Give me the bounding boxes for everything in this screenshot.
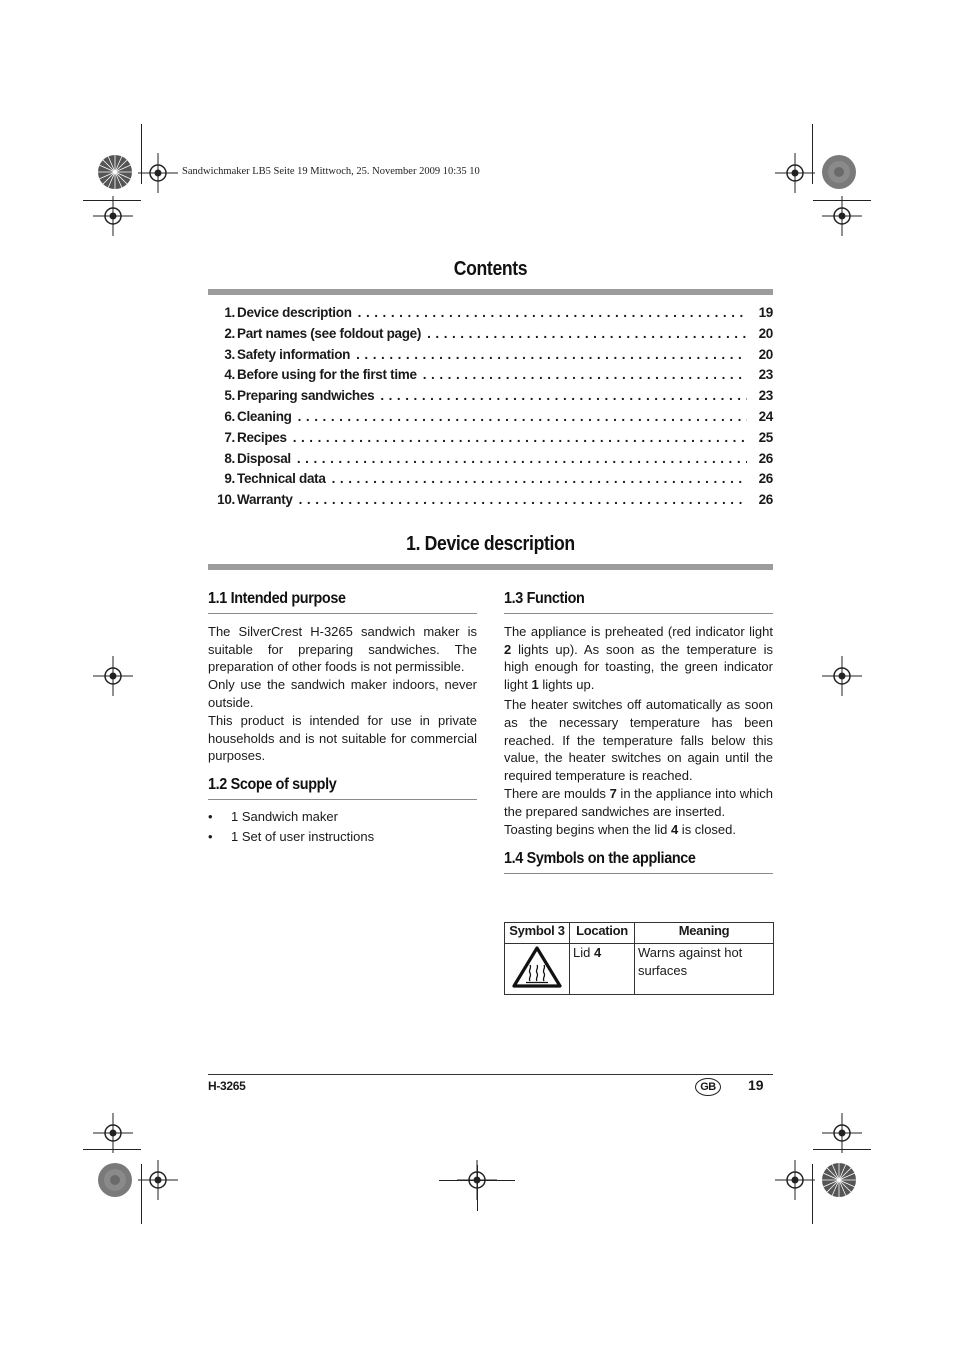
toc-leader xyxy=(332,471,747,486)
registration-mark-icon xyxy=(775,1160,815,1200)
toc-page: 23 xyxy=(758,388,773,404)
function-paragraph: Toasting begins when the lid 4 is closed. xyxy=(504,821,736,837)
toc-page: 24 xyxy=(758,408,773,424)
toc-title: Warranty xyxy=(237,492,293,508)
toc-leader xyxy=(358,305,747,320)
section-title: 1. Device description xyxy=(406,533,575,555)
location-column-header: Location xyxy=(570,923,635,944)
toc-number: 5. xyxy=(224,388,235,404)
toc-title: Before using for the first time xyxy=(237,367,417,383)
toc-leader xyxy=(380,388,747,403)
footer-rule xyxy=(208,1074,773,1075)
toc-title: Preparing sandwiches xyxy=(237,388,375,404)
toc-entry[interactable] xyxy=(208,451,773,472)
intended-paragraph: The SilverCrest H-3265 sandwich maker is suitable for preparing sandwiches. The preparation of other foods is not permissible. xyxy=(208,623,477,675)
left-column xyxy=(208,590,477,847)
registration-mark-icon xyxy=(822,196,862,236)
intended-paragraph: This product is intended for use in private households and is not suitable for commercial purposes. xyxy=(208,712,477,764)
registration-mark-icon xyxy=(138,1160,178,1200)
location-cell: Lid 4 xyxy=(570,944,635,995)
color-target-icon xyxy=(97,1162,133,1198)
scope-list xyxy=(208,807,477,847)
toc-entry[interactable] xyxy=(208,326,773,347)
toc-leader xyxy=(423,367,747,382)
function-paragraph: The appliance is preheated (red indicator light 2 lights up). As soon as the temperature is high enough for toasting, the green indicator light 1 lights up. xyxy=(504,623,773,693)
toc-number: 10. xyxy=(217,492,235,508)
toc-entry[interactable] xyxy=(208,430,773,451)
symbol-column-header: Symbol 3 xyxy=(505,923,570,944)
toc-leader xyxy=(293,430,747,445)
toc-entry[interactable] xyxy=(208,347,773,368)
registration-mark-icon xyxy=(775,153,815,193)
toc-title: Recipes xyxy=(237,429,287,445)
crop-mark xyxy=(477,1165,478,1211)
toc-number: 6. xyxy=(224,408,235,424)
color-target-icon xyxy=(821,1162,857,1198)
table-row xyxy=(505,944,774,995)
toc-leader xyxy=(427,326,747,341)
function-paragraph: There are moulds 7 in the appliance into which the prepared sandwiches are inserted. xyxy=(504,785,773,819)
toc-leader xyxy=(298,409,747,424)
color-target-icon xyxy=(821,154,857,190)
toc-leader xyxy=(297,451,747,466)
toc-leader xyxy=(299,492,747,507)
section-rule xyxy=(208,564,773,570)
print-slug: Sandwichmaker LB5 Seite 19 Mittwoch, 25. November 2009 10:35 10 xyxy=(182,166,480,177)
intended-purpose-heading: 1.1 Intended purpose xyxy=(208,590,477,614)
toc-number: 4. xyxy=(224,367,235,383)
language-badge: GB xyxy=(695,1078,721,1096)
toc-title: Safety information xyxy=(237,346,351,362)
scope-of-supply-heading: 1.2 Scope of supply xyxy=(208,776,477,800)
toc-number: 9. xyxy=(224,471,235,487)
list-item: • 1 Set of user instructions xyxy=(208,827,477,847)
page-number: 19 xyxy=(748,1077,764,1093)
symbol-cell xyxy=(505,944,570,995)
toc-entry[interactable] xyxy=(208,367,773,388)
registration-mark-icon xyxy=(93,196,133,236)
intended-paragraph: Only use the sandwich maker indoors, never outside. xyxy=(208,677,477,710)
footer-model: H-3265 xyxy=(208,1079,246,1093)
toc-title: Disposal xyxy=(237,450,291,466)
meaning-column-header: Meaning xyxy=(635,923,774,944)
symbols-table xyxy=(504,922,774,995)
toc-title: Device description xyxy=(237,305,352,320)
registration-mark-icon xyxy=(93,1113,133,1153)
function-heading: 1.3 Function xyxy=(504,590,773,614)
function-paragraph: The heater switches off automatically as soon as the necessary temperature has been reached. If the temperature falls below this value, the heater switches on again until the required temperature is reached. xyxy=(504,696,773,784)
toc-page: 20 xyxy=(758,346,773,362)
toc-title: Part names (see foldout page) xyxy=(237,325,422,341)
toc-page: 20 xyxy=(758,325,773,341)
toc-number: 1. xyxy=(224,305,235,320)
toc-page: 26 xyxy=(758,471,773,487)
toc-page: 23 xyxy=(758,367,773,383)
hot-surface-warning-icon xyxy=(511,945,563,989)
symbols-heading: 1.4 Symbols on the appliance xyxy=(504,850,773,874)
toc-page: 25 xyxy=(758,429,773,445)
toc-title: Technical data xyxy=(237,471,326,487)
contents-title: Contents xyxy=(453,258,528,280)
meaning-cell: Warns against hot surfaces xyxy=(635,944,774,995)
toc-entry[interactable] xyxy=(208,305,773,326)
toc-entry[interactable] xyxy=(208,492,773,513)
toc-page: 19 xyxy=(758,305,773,320)
toc-number: 7. xyxy=(224,429,235,445)
list-item: • 1 Sandwich maker xyxy=(208,807,477,827)
registration-mark-icon xyxy=(822,1113,862,1153)
registration-mark-icon xyxy=(138,153,178,193)
toc-number: 2. xyxy=(224,325,235,341)
right-column xyxy=(504,590,773,874)
toc-entry[interactable] xyxy=(208,471,773,492)
table-of-contents xyxy=(208,305,773,513)
contents-rule xyxy=(208,289,773,295)
toc-page: 26 xyxy=(758,450,773,466)
color-target-icon xyxy=(97,154,133,190)
registration-mark-icon xyxy=(822,656,862,696)
toc-number: 3. xyxy=(224,346,235,362)
toc-leader xyxy=(356,347,747,362)
toc-page: 26 xyxy=(758,492,773,508)
registration-mark-icon xyxy=(93,656,133,696)
toc-number: 8. xyxy=(224,450,235,466)
toc-title: Cleaning xyxy=(237,408,292,424)
toc-entry[interactable] xyxy=(208,409,773,430)
toc-entry[interactable] xyxy=(208,388,773,409)
